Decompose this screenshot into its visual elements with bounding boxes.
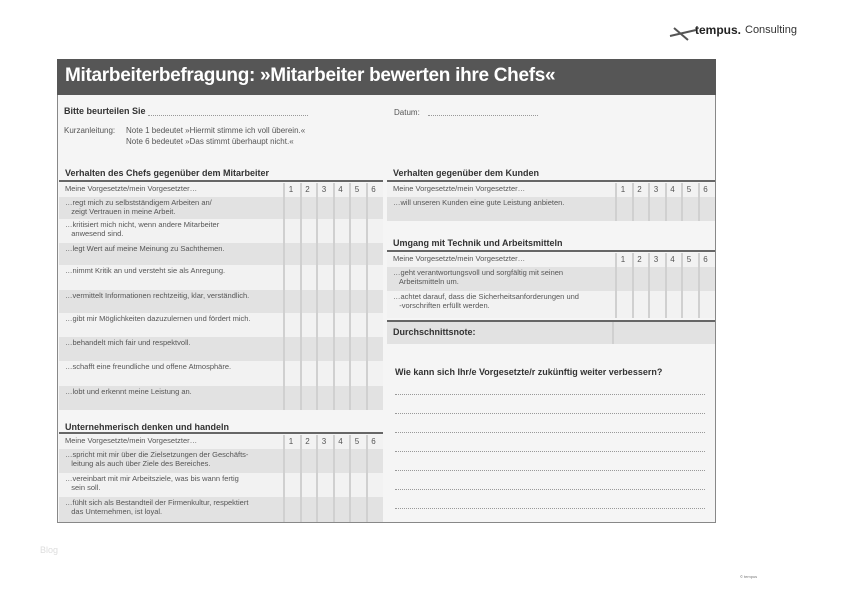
rating-cell[interactable] [349,197,363,219]
table-row [59,290,383,313]
name-field[interactable] [148,115,308,116]
answer-line[interactable] [395,489,705,490]
question-label: Wie kann sich Ihr/e Vorgesetzte/r zukünftig weiter verbessern? [395,367,663,377]
rating-cell[interactable] [300,337,314,361]
question-text: …geht verantwortungsvoll und sorgfältig mit seinen Arbeitsmitteln um. [393,268,564,286]
rate-label: Bitte beurteilen Sie [64,106,146,116]
rating-cell[interactable] [648,291,662,318]
date-field[interactable] [428,115,538,116]
page-title: Mitarbeiterbefragung: »Mitarbeiter bewerten ihre Chefs« [57,59,716,95]
table-row [387,267,715,291]
rating-cell[interactable] [349,337,363,361]
rating-cell[interactable] [316,265,330,290]
rating-cell[interactable] [349,313,363,337]
question-text: …vereinbart mit mir Arbeitsziele, was bis wann fertig sein soll. [65,474,239,492]
rating-cell[interactable] [366,473,380,497]
rating-cell[interactable] [698,291,712,318]
rating-cell[interactable] [316,313,330,337]
tempus-consulting-logo: tempus. Consulting [668,20,808,44]
table-row [59,265,383,290]
rating-cell[interactable] [333,197,347,219]
scale-label: 4 [333,183,347,197]
rating-cell[interactable] [366,386,380,410]
scale-label: 4 [665,183,679,197]
rating-cell[interactable] [349,386,363,410]
rating-cell[interactable] [648,267,662,291]
rating-cell[interactable] [333,219,347,243]
rating-cell[interactable] [366,265,380,290]
rating-cell[interactable] [615,267,629,291]
logo-swoosh-icon [668,22,698,42]
scale-label: 5 [681,183,695,197]
rating-cell[interactable] [349,497,363,522]
rating-cell[interactable] [316,219,330,243]
rating-cell[interactable] [300,219,314,243]
rating-cell[interactable] [366,197,380,219]
scale-label: 4 [333,435,347,449]
scale-label: 1 [615,183,629,197]
rating-cell[interactable] [300,265,314,290]
rating-cell[interactable] [283,386,297,410]
rating-cell[interactable] [300,243,314,265]
rating-cell[interactable] [632,197,646,221]
rating-cell[interactable] [300,473,314,497]
table-row [59,361,383,386]
divider [387,180,715,182]
table-row [59,386,383,410]
rating-cell[interactable] [316,386,330,410]
rating-cell[interactable] [632,291,646,318]
rating-cell[interactable] [366,337,380,361]
rating-cell[interactable] [632,267,646,291]
rating-cell[interactable] [316,497,330,522]
scale-label: 1 [283,435,297,449]
rating-cell[interactable] [316,337,330,361]
rating-cell[interactable] [283,219,297,243]
rating-cell[interactable] [316,473,330,497]
question-text: …achtet darauf, dass die Sicherheitsanforderungen und -vorschriften erfüllt werden. [393,292,579,310]
rating-cell[interactable] [698,267,712,291]
rating-cell[interactable] [615,197,629,221]
rating-cell[interactable] [665,291,679,318]
answer-line[interactable] [395,508,705,509]
question-text: …kritisiert mich nicht, wenn andere Mitarbeiter anwesend sind. [65,220,220,238]
question-text: …vermittelt Informationen rechtzeitig, klar, verständlich. [65,291,250,300]
scale-label: 6 [698,253,712,267]
scale-label: 3 [316,183,330,197]
rating-cell[interactable] [665,267,679,291]
rating-cell[interactable] [283,290,297,313]
rating-cell[interactable] [349,243,363,265]
scale-label: 5 [681,253,695,267]
table-row [59,243,383,265]
section-heading: Unternehmerisch denken und handeln [65,422,230,432]
question-text: …schafft eine freundliche und offene Atmosphäre. [65,362,232,371]
header-row-label: Meine Vorgesetzte/mein Vorgesetzter… [65,184,198,193]
rating-cell[interactable] [366,313,380,337]
rating-cell[interactable] [333,361,347,386]
rating-cell[interactable] [681,291,695,318]
rating-cell[interactable] [681,197,695,221]
question-text: …legt Wert auf meine Meinung zu Sachthemen. [65,244,225,253]
table-row [387,291,715,318]
scale-label: 3 [316,435,330,449]
answer-line[interactable] [395,451,705,452]
rating-cell[interactable] [349,361,363,386]
divider [387,250,715,252]
rating-cell[interactable] [283,337,297,361]
rating-cell[interactable] [665,197,679,221]
rating-cell[interactable] [316,197,330,219]
scale-label: 5 [349,183,363,197]
rating-cell[interactable] [333,497,347,522]
average-label: Durchschnittsnote: [393,327,476,337]
question-text: …fühlt sich als Bestandteil der Firmenkultur, respektiert das Unternehmen, ist loyal. [65,498,249,516]
question-text: …will unseren Kunden eine gute Leistung anbieten. [393,198,565,207]
scale-label: 1 [283,183,297,197]
table-row [59,473,383,497]
table-header-row [387,253,715,267]
rating-cell[interactable] [366,449,380,473]
answer-line[interactable] [395,394,705,395]
rating-cell[interactable] [333,337,347,361]
table-header-row [387,183,715,197]
question-text: …behandelt mich fair und respektvoll. [65,338,191,347]
answer-line[interactable] [395,413,705,414]
rating-cell[interactable] [698,197,712,221]
rating-cell[interactable] [333,386,347,410]
rating-cell[interactable] [333,290,347,313]
note6-text: Note 6 bedeutet »Das stimmt überhaupt nicht.« [126,137,294,146]
rating-cell[interactable] [366,497,380,522]
average-row [387,322,715,344]
rating-cell[interactable] [283,313,297,337]
header-row-label: Meine Vorgesetzte/mein Vorgesetzter… [393,254,526,263]
table-row [59,337,383,361]
scale-label: 3 [648,253,662,267]
rating-cell[interactable] [316,290,330,313]
rating-cell[interactable] [283,449,297,473]
header-row-label: Meine Vorgesetzte/mein Vorgesetzter… [393,184,526,193]
section-heading: Verhalten gegenüber dem Kunden [393,168,540,178]
table-row [59,219,383,243]
divider [59,180,383,182]
scale-label: 6 [366,183,380,197]
scale-label: 3 [648,183,662,197]
scale-label: 4 [665,253,679,267]
rating-cell[interactable] [349,473,363,497]
rating-cell[interactable] [283,473,297,497]
rating-cell[interactable] [366,219,380,243]
rating-cell[interactable] [333,265,347,290]
rating-cell[interactable] [283,197,297,219]
scale-label: 5 [349,435,363,449]
divider [59,432,383,434]
rating-cell[interactable] [283,361,297,386]
rating-cell[interactable] [349,290,363,313]
rating-cell[interactable] [300,313,314,337]
rating-cell[interactable] [283,243,297,265]
rating-cell[interactable] [300,290,314,313]
table-header-row [59,183,383,197]
rating-cell[interactable] [283,497,297,522]
rating-cell[interactable] [615,291,629,318]
scale-label: 2 [632,183,646,197]
rating-cell[interactable] [648,197,662,221]
table-row [59,497,383,522]
rating-cell[interactable] [349,219,363,243]
date-label: Datum: [394,108,420,117]
question-text: …lobt und erkennt meine Leistung an. [65,387,192,396]
question-text: …gibt mir Möglichkeiten dazuzulernen und fördert mich. [65,314,251,323]
question-text: …spricht mit mir über die Zielsetzungen der Geschäfts- leitung als auch über Ziele des Bereiches. [65,450,249,468]
rating-cell[interactable] [300,497,314,522]
rating-cell[interactable] [300,197,314,219]
scale-label: 2 [632,253,646,267]
question-text: …regt mich zu selbstständigem Arbeiten an/ zeigt Vertrauen in meine Arbeit. [65,198,212,216]
rating-cell[interactable] [300,449,314,473]
scale-label: 1 [615,253,629,267]
answer-line[interactable] [395,432,705,433]
rating-cell[interactable] [316,361,330,386]
average-field[interactable] [612,322,614,344]
rating-cell[interactable] [349,265,363,290]
rating-cell[interactable] [366,290,380,313]
section-heading: Verhalten des Chefs gegenüber dem Mitarbeiter [65,168,270,178]
table-row [387,197,715,221]
rating-cell[interactable] [366,361,380,386]
section-heading: Umgang mit Technik und Arbeitsmitteln [393,238,563,248]
rating-cell[interactable] [333,243,347,265]
rating-cell[interactable] [300,361,314,386]
rating-cell[interactable] [333,473,347,497]
copyright: © tempus [740,574,758,579]
rating-cell[interactable] [333,449,347,473]
watermark: Blog [40,545,59,555]
header-row-label: Meine Vorgesetzte/mein Vorgesetzter… [65,436,198,445]
short-guide-label: Kurzanleitung: [64,126,116,135]
note1-text: Note 1 bedeutet »Hiermit stimme ich voll überein.« [126,126,306,135]
answer-line[interactable] [395,470,705,471]
table-header-row [59,435,383,449]
scale-label: 2 [300,435,314,449]
table-row [59,197,383,219]
rating-cell[interactable] [316,243,330,265]
rating-cell[interactable] [333,313,347,337]
rating-cell[interactable] [316,449,330,473]
table-row [59,449,383,473]
scale-label: 2 [300,183,314,197]
rating-cell[interactable] [366,243,380,265]
rating-cell[interactable] [681,267,695,291]
rating-cell[interactable] [300,386,314,410]
rating-cell[interactable] [283,265,297,290]
rating-cell[interactable] [349,449,363,473]
scale-label: 6 [366,435,380,449]
question-text: …nimmt Kritik an und versteht sie als Anregung. [65,266,226,275]
scale-label: 6 [698,183,712,197]
table-row [59,313,383,337]
